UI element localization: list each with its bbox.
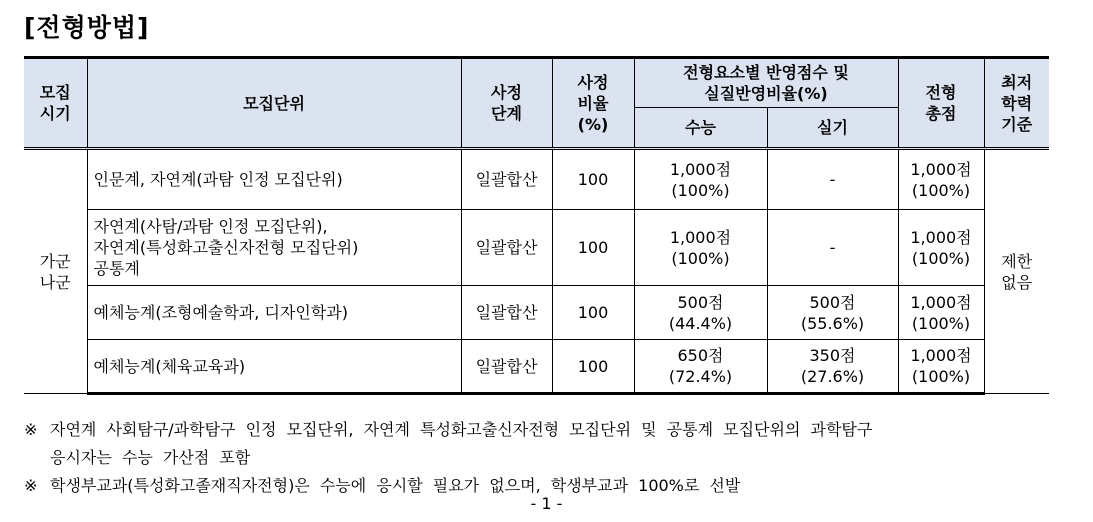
note-item: ※ 자연계 사회탐구/과학탐구 인정 모집단위, 자연계 특성화고출신자전형 모집단위 및 공통계 모집단위의 과학탐구 응시자는 수능 가산점 포함 bbox=[24, 416, 1064, 472]
header-period: 모집 시기 bbox=[24, 58, 87, 149]
notes bbox=[24, 416, 1064, 500]
minimum-value: 제한 없음 bbox=[984, 149, 1049, 394]
note-mark: ※ bbox=[24, 476, 38, 495]
header-suneung: 수능 bbox=[634, 108, 767, 149]
admission-method-table bbox=[24, 56, 1049, 395]
stage-cell: 일괄합산 bbox=[461, 286, 552, 340]
table-row bbox=[24, 149, 1049, 210]
header-total: 전형 총점 bbox=[898, 58, 984, 149]
table-row bbox=[24, 340, 1049, 394]
ratio-cell: 100 bbox=[552, 210, 634, 286]
table-row bbox=[24, 210, 1049, 286]
stage-cell: 일괄합산 bbox=[461, 149, 552, 210]
practical-cell: 350점 (27.6%) bbox=[767, 340, 898, 394]
header-unit: 모집단위 bbox=[87, 58, 461, 149]
stage-cell: 일괄합산 bbox=[461, 210, 552, 286]
practical-cell: - bbox=[767, 149, 898, 210]
total-cell: 1,000점 (100%) bbox=[898, 286, 984, 340]
ratio-cell: 100 bbox=[552, 340, 634, 394]
period-value: 가군 나군 bbox=[24, 149, 87, 394]
header-element-group: 전형요소별 반영점수 및 실질반영비율(%) bbox=[634, 58, 898, 108]
ratio-cell: 100 bbox=[552, 286, 634, 340]
unit-cell: 자연계(사탐/과탐 인정 모집단위), 자연계(특성화고출신자전형 모집단위) 공통계 bbox=[87, 210, 461, 286]
practical-cell: 500점 (55.6%) bbox=[767, 286, 898, 340]
suneung-cell: 650점 (72.4%) bbox=[634, 340, 767, 394]
header-stage: 사정 단계 bbox=[461, 58, 552, 149]
total-cell: 1,000점 (100%) bbox=[898, 340, 984, 394]
suneung-cell: 1,000점 (100%) bbox=[634, 210, 767, 286]
section-title: [전형방법] bbox=[24, 13, 150, 42]
header-minimum: 최저 학력 기준 bbox=[984, 58, 1049, 149]
note-item: ※ 학생부교과(특성화고졸재직자전형)은 수능에 응시할 필요가 없으며, 학생부교과 100%로 선발 bbox=[24, 472, 1064, 500]
note-mark: ※ bbox=[24, 420, 38, 439]
ratio-cell: 100 bbox=[552, 149, 634, 210]
suneung-cell: 1,000점 (100%) bbox=[634, 149, 767, 210]
suneung-cell: 500점 (44.4%) bbox=[634, 286, 767, 340]
header-ratio: 사정 비율 (%) bbox=[552, 58, 634, 149]
practical-cell: - bbox=[767, 210, 898, 286]
total-cell: 1,000점 (100%) bbox=[898, 210, 984, 286]
unit-cell: 예체능계(체육교육과) bbox=[87, 340, 461, 394]
total-cell: 1,000점 (100%) bbox=[898, 149, 984, 210]
stage-cell: 일괄합산 bbox=[461, 340, 552, 394]
unit-cell: 예체능계(조형예술학과, 디자인학과) bbox=[87, 286, 461, 340]
page-number: - 1 - bbox=[530, 494, 563, 513]
header-practical: 실기 bbox=[767, 108, 898, 149]
table-row bbox=[24, 286, 1049, 340]
unit-cell: 인문계, 자연계(과탐 인정 모집단위) bbox=[87, 149, 461, 210]
